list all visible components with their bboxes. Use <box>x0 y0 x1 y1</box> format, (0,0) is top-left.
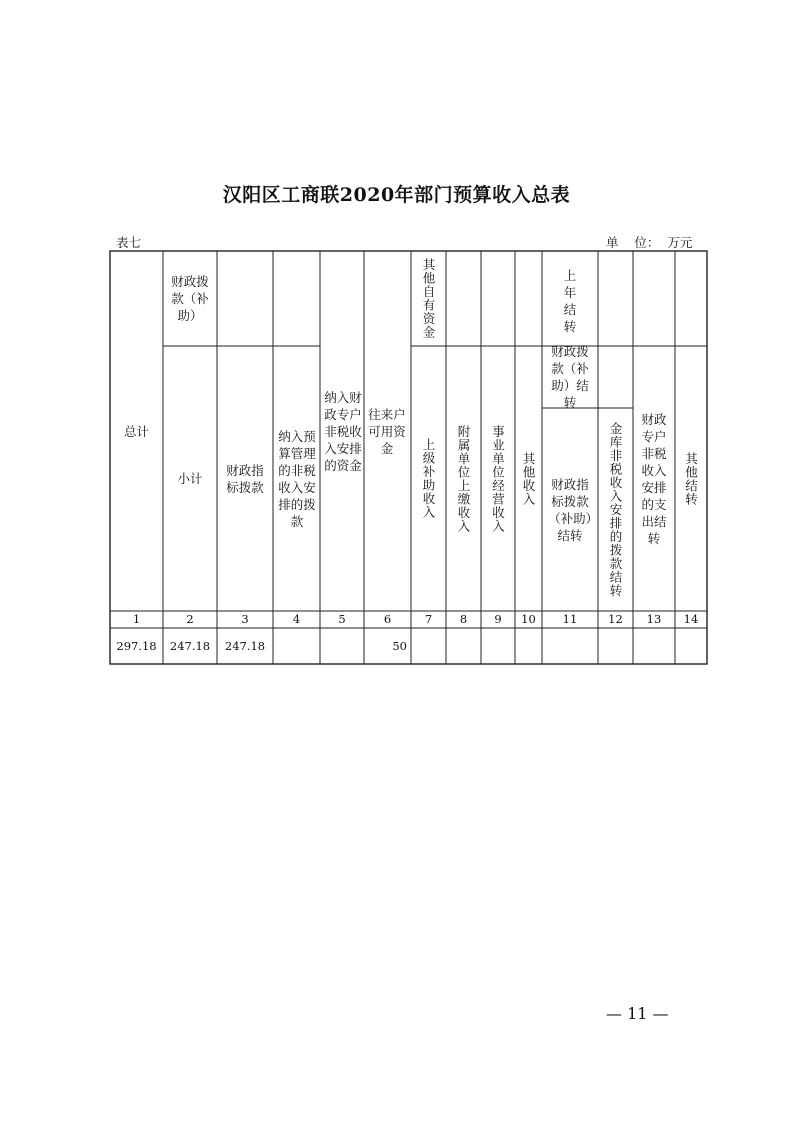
col-number: 11 <box>562 612 578 626</box>
col-number: 1 <box>132 612 141 626</box>
data-cell-affiliated <box>446 628 481 664</box>
header-total: 总计 <box>123 423 149 439</box>
header-treasury-carry: 金库非税收入安排的拨款结转 <box>608 421 623 598</box>
page-number: — 11 — <box>606 1004 669 1023</box>
data-cell-fin-special <box>320 628 364 664</box>
col-number: 8 <box>459 612 468 626</box>
data-cell-business <box>481 628 515 664</box>
col-number: 7 <box>424 612 433 626</box>
data-cell-receivable: 50 <box>392 638 407 653</box>
header-fin-grant-carry: 财政拨款（补助）结转 <box>551 344 589 410</box>
data-cell-nontax-budget <box>273 628 320 664</box>
page-title: 汉阳区工商联2020年部门预算收入总表 <box>222 184 571 206</box>
header-nontax-budget: 纳入预算管理的非税收入安排的拨款 <box>278 428 316 529</box>
col-number: 14 <box>683 612 699 626</box>
header-fin-index-carry: 财政指标拨款（补助）结转 <box>548 476 592 543</box>
data-cell-subtotal: 247.18 <box>169 638 211 653</box>
header-own-funds: 其他自有资金 <box>421 258 436 339</box>
col-number: 9 <box>494 612 502 626</box>
data-cell-fin-index: 247.18 <box>224 638 266 653</box>
col-number: 3 <box>241 612 249 626</box>
header-fin-grant: 财政拨款（补助） <box>171 273 209 323</box>
col-number: 5 <box>338 612 346 626</box>
col-number: 12 <box>608 612 623 626</box>
data-cell-other-carry <box>675 628 707 664</box>
table-number: 表七 <box>116 235 142 250</box>
header-fin-index: 财政指标拨款 <box>226 462 264 495</box>
data-cell-treasury-carry <box>598 628 633 664</box>
header-receivable: 往来户可用资金 <box>368 406 406 456</box>
col-number: 6 <box>383 612 392 626</box>
header-fin-special: 纳入财政专户非税收入安排的资金 <box>324 389 362 473</box>
header-superior-subsidy: 上级补助收入 <box>421 438 436 519</box>
header-last-year: 上年结转 <box>563 268 577 334</box>
data-cell-total: 297.18 <box>116 638 157 653</box>
col-number: 4 <box>292 612 301 626</box>
data-cell-superior-subsidy <box>411 628 446 664</box>
header-other-income: 其他收入 <box>521 451 536 506</box>
data-cell-fin-index-carry <box>542 628 598 664</box>
header-special-carry: 财政专户非税收入安排的支出结转 <box>641 411 667 546</box>
header-business: 事业单位经营收入 <box>490 424 506 533</box>
unit-label: 单 位： 万元 <box>606 235 693 250</box>
header-subtotal: 小计 <box>177 471 203 486</box>
header-affiliated: 附属单位上缴收入 <box>456 424 471 533</box>
data-cell-other-income <box>515 628 542 664</box>
col-number: 2 <box>186 612 194 626</box>
header-other-carry: 其他结转 <box>683 451 699 506</box>
col-number: 10 <box>521 612 536 626</box>
col-number: 13 <box>646 612 662 626</box>
data-cell-special-carry <box>633 628 675 664</box>
